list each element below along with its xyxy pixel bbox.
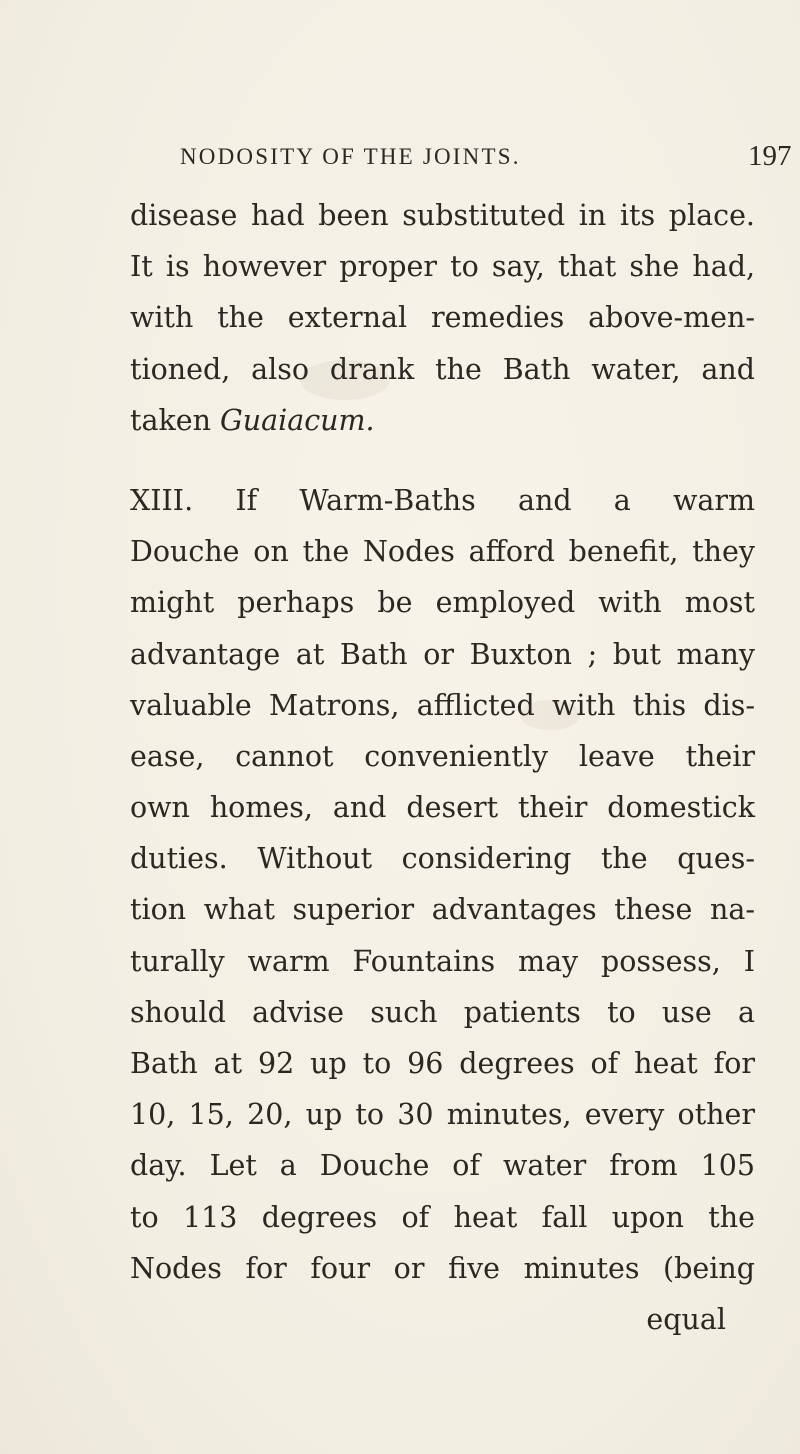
text-line: tioned, also drank the Bath water, and	[130, 352, 755, 386]
text-line: XIII. If Warm-Baths and a warm	[130, 483, 755, 517]
text-line: 10, 15, 20, up to 30 minutes, every other	[130, 1098, 755, 1132]
text-line: Nodes for four or five minutes (being	[130, 1251, 755, 1285]
text-line: It is however proper to say, that she had,	[130, 250, 755, 284]
text-line: should advise such patients to use a	[130, 995, 755, 1029]
text-line: with the external remedies above-men-	[130, 301, 755, 335]
text-line: might perhaps be employed with most	[130, 586, 755, 620]
text-line	[130, 395, 755, 446]
text-line: Douche on the Nodes afford benefit, they	[130, 535, 755, 569]
text-line: duties. Without considering the ques-	[130, 842, 755, 876]
text-line: advantage at Bath or Buxton ; but many	[130, 637, 755, 671]
text-line: own homes, and desert their domestick	[130, 791, 755, 825]
text-line: valuable Matrons, afflicted with this dis-	[130, 688, 755, 722]
text-line: tion what superior advantages these na-	[130, 893, 755, 927]
text-fragment: taken	[130, 403, 220, 437]
text-line: turally warm Fountains may possess, I	[130, 944, 755, 978]
running-head: NODOSITY OF THE JOINTS.	[180, 144, 521, 169]
paragraph-gap	[130, 446, 755, 475]
page-header	[0, 140, 800, 180]
text-line: to 113 degrees of heat fall upon the	[130, 1200, 755, 1234]
page-number: 197	[748, 140, 792, 172]
body-text	[130, 190, 770, 1345]
text-line: day. Let a Douche of water from 105	[130, 1149, 755, 1183]
text-line: ease, cannot conveniently leave their	[130, 739, 755, 773]
catchword: equal	[646, 1302, 726, 1336]
italic-term: Guaiacum.	[220, 403, 375, 437]
text-line: Bath at 92 up to 96 degrees of heat for	[130, 1047, 755, 1080]
text-line: disease had been substituted in its place.	[130, 199, 755, 232]
